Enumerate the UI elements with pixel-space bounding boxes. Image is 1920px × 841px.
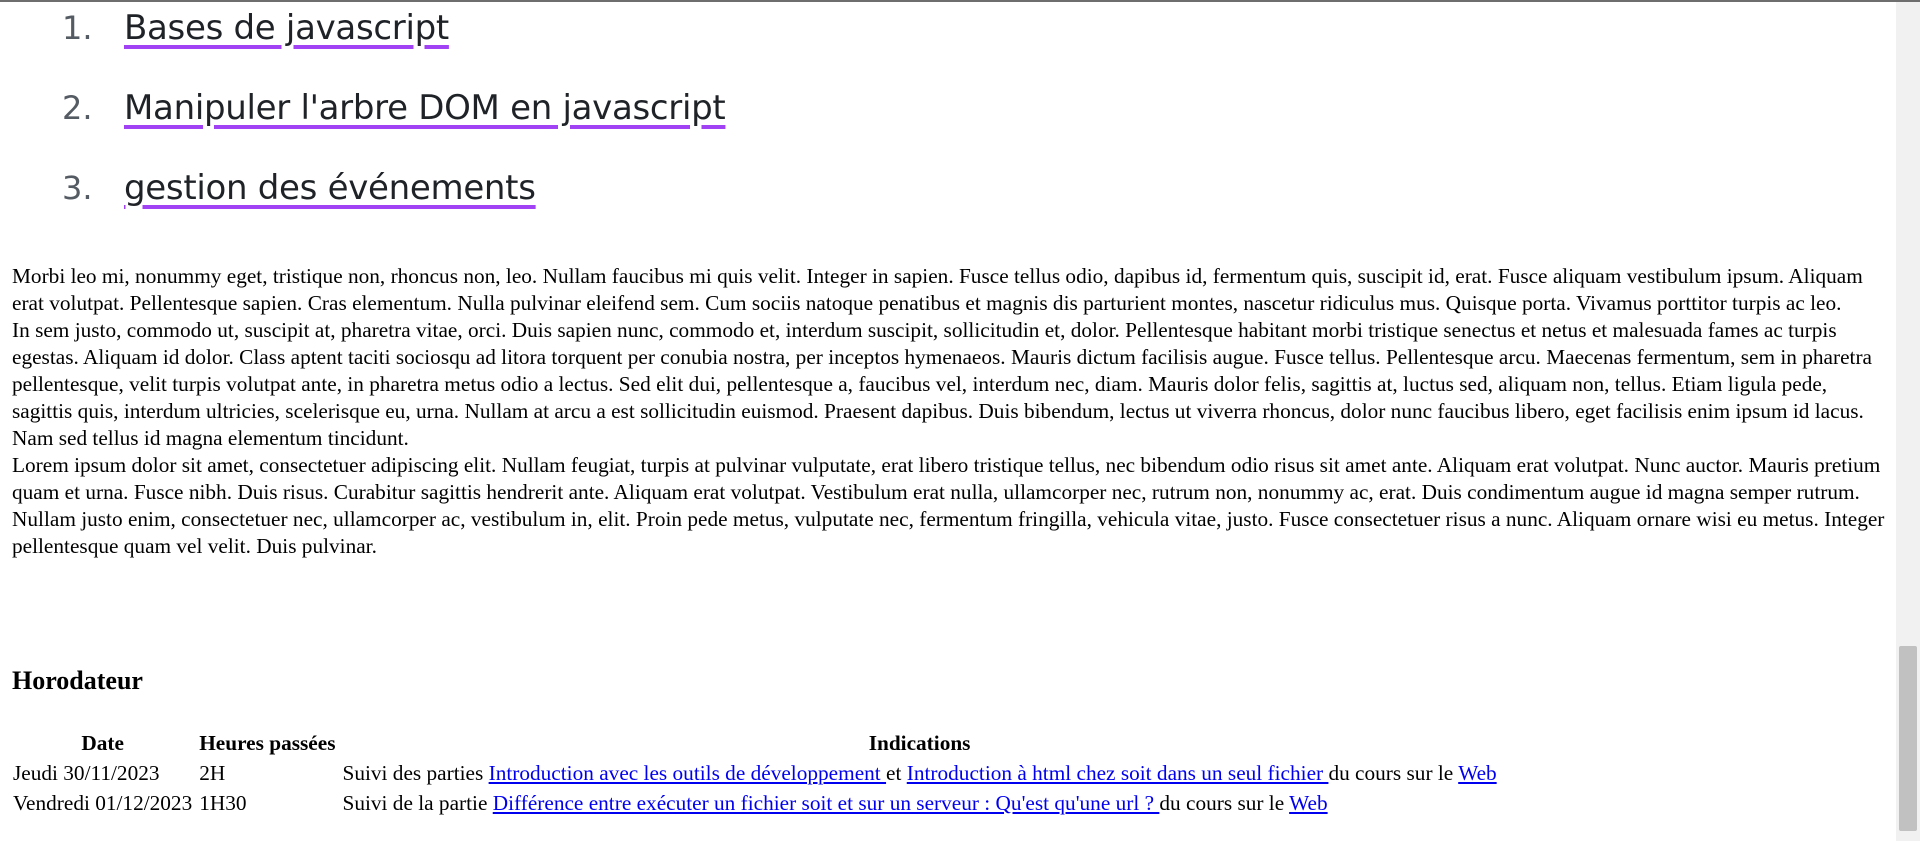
toc-number: 1. <box>62 9 93 47</box>
toc-link-manipuler-dom[interactable]: Manipuler l'arbre DOM en javascript <box>124 88 726 128</box>
link-intro-html-chez-soi[interactable]: Introduction à html chez soit dans un seul fichier <box>906 761 1329 785</box>
indication-text: Suivi des parties <box>342 761 489 785</box>
toc-link-gestion-evenements[interactable]: gestion des événements <box>124 168 536 208</box>
column-header-date: Date <box>81 731 124 755</box>
row-hours: 2H <box>199 761 226 785</box>
horodateur-heading: Horodateur <box>12 666 143 695</box>
toc-number: 3. <box>62 169 93 207</box>
row-hours: 1H30 <box>199 791 247 815</box>
link-intro-outils-developpement[interactable]: Introduction avec les outils de développement <box>488 761 887 785</box>
horodateur-table <box>7 727 1503 820</box>
row-indications <box>342 760 1498 787</box>
indication-text: et <box>886 761 907 785</box>
toc-link-bases-javascript[interactable]: Bases de javascript <box>124 8 449 48</box>
paragraph-3: Lorem ipsum dolor sit amet, consectetuer adipiscing elit. Nullam feugiat, turpis at pulvinar vulputate, erat libero tristique tellus, nec bibendum odio risus sit amet ante. Aliquam erat volutpat. Nunc auctor. Mauris pretium quam et urna. Fusce nibh. Duis risus. Curabitur sagittis hendrerit ante. Aliquam erat volutpat. Vestibulum erat nulla, ullamcorper nec, rutrum non, nonummy ac, erat. Duis condimentum augue id magna semper rutrum. Nullam justo enim, consectetuer nec, ullamcorper ac, vestibulum in, elit. Proin pede metus, vulputate nec, fermentum fringilla, vehicula vitae, justo. Fusce consectetuer risus a nunc. Aliquam ornare wisi eu metus. Integer pellentesque quam vel velit. Duis pulvinar. <box>12 453 1885 558</box>
indication-text: du cours sur le <box>1328 761 1459 785</box>
toc-number: 2. <box>62 89 93 127</box>
indication-text: Suivi de la partie <box>342 791 493 815</box>
paragraph-1: Morbi leo mi, nonummy eget, tristique non, rhoncus non, leo. Nullam faucibus mi quis velit. Integer in sapien. Fusce tellus odio, dapibus id, fermentum quis, suscipit id, erat. Fusce aliquam vestibulum ipsum. Aliquam erat volutpat. Pellentesque sapien. Cras elementum. Nulla pulvinar eleifend sem. Cum sociis natoque penatibus et magnis dis parturient montes, nascetur ridiculus mus. Quisque porta. Vivamus porttitor turpis ac leo. <box>12 264 1863 315</box>
link-cours-web[interactable]: Web <box>1289 791 1328 815</box>
paragraph-2: In sem justo, commodo ut, suscipit at, pharetra vitae, orci. Duis sapien nunc, commodo et, interdum suscipit, sollicitudin et, dolor. Pellentesque habitant morbi tristique senectus et netus et malesuada fames ac turpis egestas. Aliquam id dolor. Class aptent taciti sociosqu ad litora torquent per conubia nostra, per inceptos hymenaeos. Mauris dictum facilisis augue. Fusce tellus. Pellentesque arcu. Maecenas fermentum, sem in pharetra pellentesque, velit turpis volutpat ante, in pharetra metus odio a lectus. Sed elit dui, pellentesque a, faucibus vel, interdum nec, diam. Mauris dolor felis, sagittis at, luctus sed, aliquam non, tellus. Etiam ligula pede, sagittis quis, interdum ultricies, scelerisque eu, urna. Nullam at arcu a est sollicitudin euismod. Praesent dapibus. Duis bibendum, lectus ut viverra rhoncus, dolor nunc faucibus libero, eget facilisis enim ipsum id lacus. Nam sed tellus id magna elementum tincidunt. <box>12 318 1873 450</box>
table-row <box>12 790 1498 817</box>
indication-text: du cours sur le <box>1159 791 1290 815</box>
link-cours-web[interactable]: Web <box>1458 761 1497 785</box>
vertical-scrollbar[interactable] <box>1896 2 1920 841</box>
table-header-row <box>12 730 1498 757</box>
row-date: Jeudi 30/11/2023 <box>13 761 160 785</box>
body-text <box>12 263 1892 560</box>
link-difference-fichier-serveur[interactable]: Différence entre exécuter un fichier soit et sur un serveur : Qu'est qu'une url ? <box>492 791 1160 815</box>
row-indications <box>342 790 1498 817</box>
row-date: Vendredi 01/12/2023 <box>13 791 193 815</box>
column-header-hours: Heures passées <box>199 731 336 755</box>
column-header-indications: Indications <box>868 731 971 755</box>
table-row <box>12 760 1498 787</box>
scrollbar-thumb[interactable] <box>1899 646 1917 831</box>
